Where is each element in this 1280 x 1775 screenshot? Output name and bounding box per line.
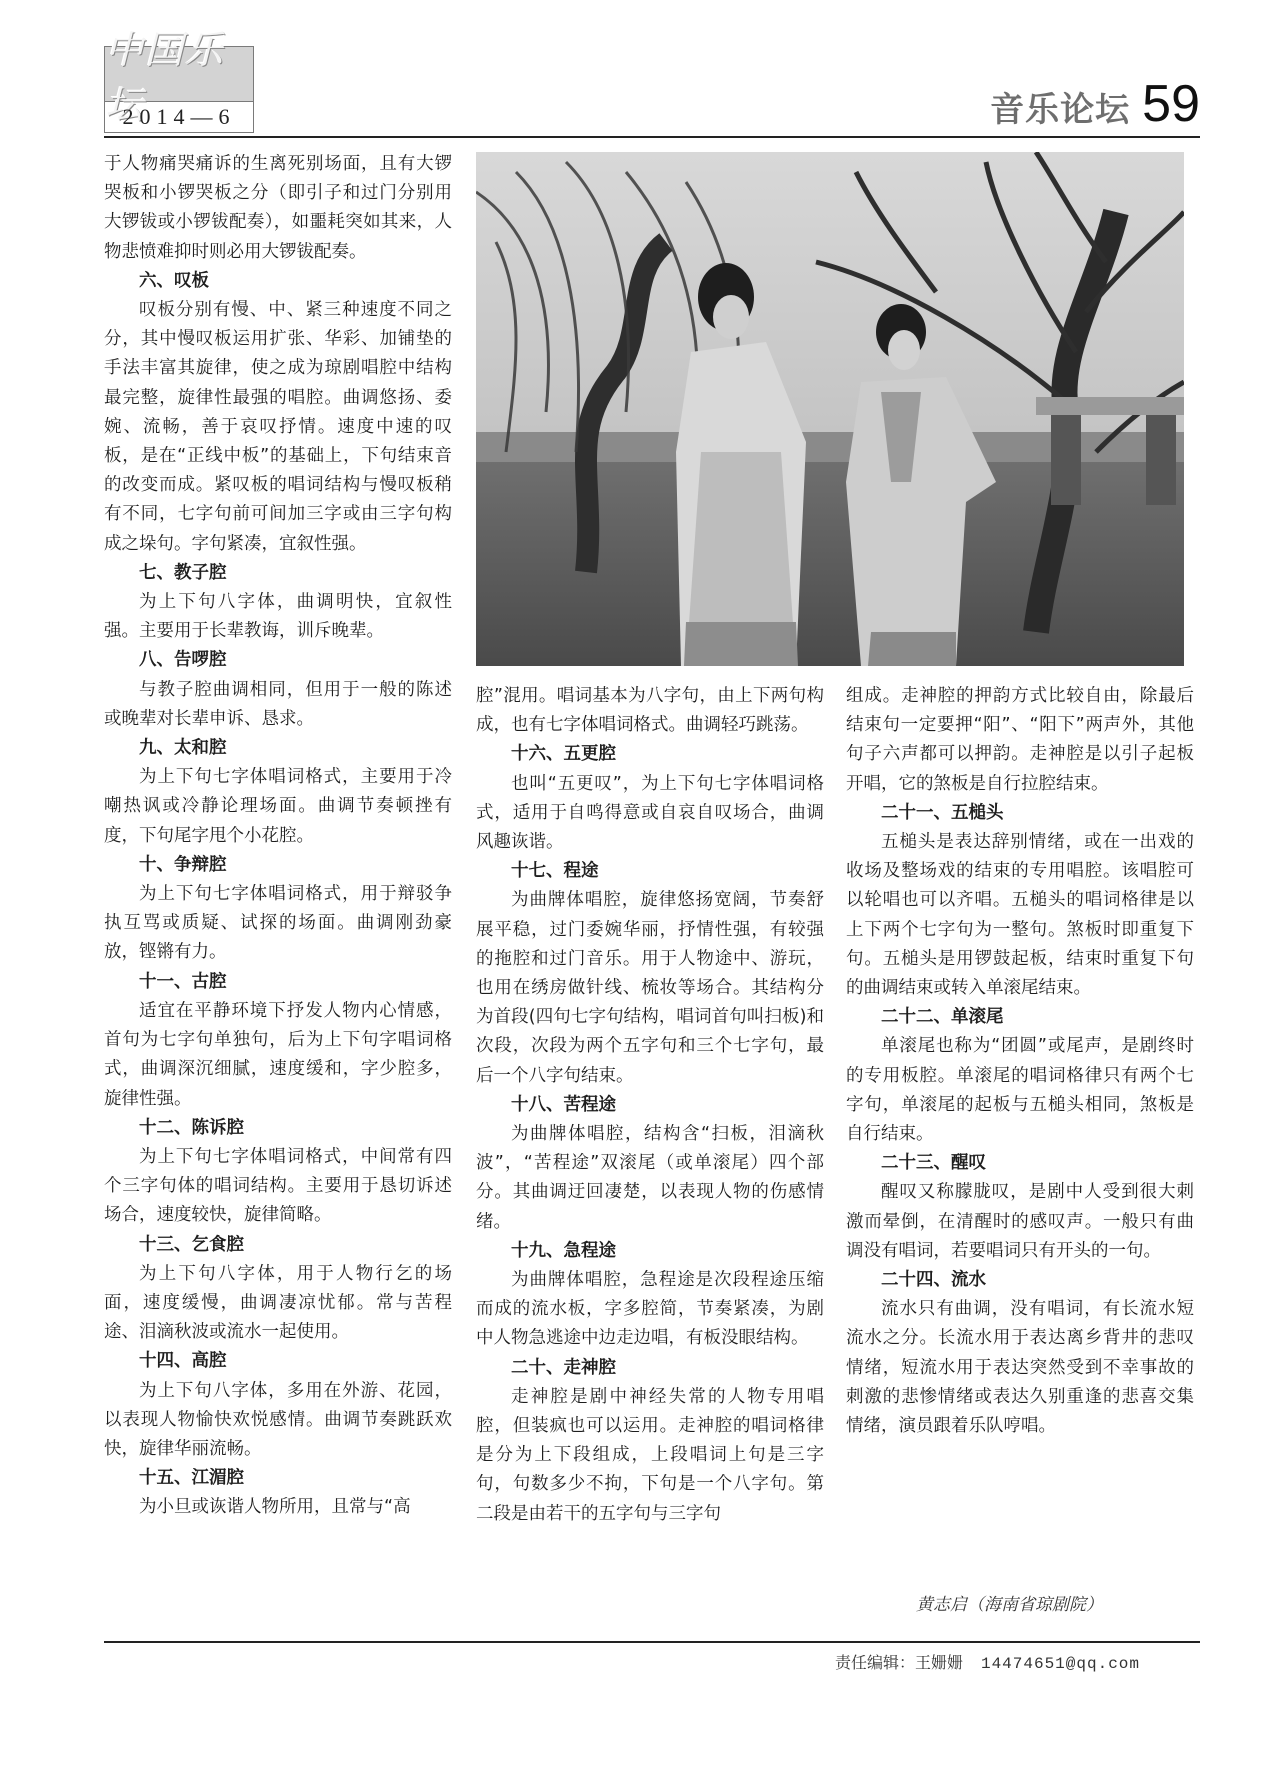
body-paragraph: 五槌头是表达辞别情绪，或在一出戏的收场及整场戏的结束的专用唱腔。该唱腔可以轮唱也可以齐唱。五槌头的唱词格律是以上下两个七字句为一整句。煞板时即重复下句。五槌头是用锣鼓起板，结束时重复下句的曲调结束或转入单滚尾结束。 bbox=[846, 832, 1194, 999]
body-paragraph: 也叫“五更叹”，为上下句七字体唱词格式，适用于自鸣得意或自哀自叹场合，曲调风趣诙谐。 bbox=[476, 773, 824, 853]
editor-credit: 责任编辑：王姗姗 bbox=[834, 1655, 963, 1672]
header-divider bbox=[104, 136, 1200, 138]
section-heading: 二十四、流水 bbox=[881, 1270, 986, 1291]
magazine-logo: 中国乐坛 bbox=[105, 47, 253, 102]
body-paragraph: 为上下句七字体唱词格式，用于辩驳争执互骂或质疑、试探的场面。曲调刚劲豪放，铿锵有力。 bbox=[104, 884, 452, 963]
body-paragraph: 为曲牌体唱腔，结构含“扫板，泪滴秋波”，“苦程途”双滚尾（或单滚尾）四个部分。其曲调迂回凄楚，以表现人物的伤感情绪。 bbox=[476, 1124, 824, 1232]
body-paragraph: 适宜在平静环境下抒发人物内心情感，首句为七字句单独句，后为上下句字唱词格式，曲调深沉细腻，速度缓和，字少腔多，旋律性强。 bbox=[104, 1000, 452, 1109]
page-number: 59 bbox=[1142, 75, 1200, 133]
body-paragraph: 为曲牌体唱腔，旋律悠扬宽阔，节奏舒展平稳，过门委婉华丽，抒情性强，有较强的拖腔和过门音乐。用于人物途中、游玩，也用在绣房做针线、梳妆等场合。其结构分为首段(四句七字句结构，唱词首句叫扫板)和次段，次段为两个五字句和三个七字句，最后一个八字句结束。 bbox=[476, 890, 824, 1086]
photo-illustration bbox=[476, 152, 1184, 666]
page-footer bbox=[835, 1650, 1140, 1673]
magazine-masthead bbox=[104, 28, 254, 133]
section-heading: 十五、江湄腔 bbox=[139, 1468, 244, 1489]
section-title: 音乐论坛 bbox=[990, 90, 1131, 130]
section-heading: 二十二、单滚尾 bbox=[881, 1007, 1004, 1028]
body-paragraph: 走神腔是剧中神经失常的人物专用唱腔，但装疯也可以运用。走神腔的唱词格律是分为上下段组成，上段唱词上句是三字句，句数多少不拘，下句是一个八字句。第二段是由若干的五字句与三字句 bbox=[476, 1386, 824, 1524]
footer-divider bbox=[104, 1641, 1200, 1643]
section-heading: 八、告啰腔 bbox=[139, 650, 227, 671]
section-header bbox=[990, 75, 1200, 133]
section-heading: 十四、高腔 bbox=[139, 1351, 227, 1372]
section-heading: 二十一、五槌头 bbox=[881, 802, 1004, 823]
body-paragraph: 组成。走神腔的押韵方式比较自由，除最后结束句一定要押“阳”、“阳下”两声外，其他句子六声都可以押韵。走神腔是以引子起板开唱，它的煞板是自行拉腔结束。 bbox=[846, 686, 1194, 794]
section-heading: 十六、五更腔 bbox=[511, 744, 616, 765]
section-heading: 十、争辩腔 bbox=[139, 854, 227, 875]
body-paragraph: 为小旦或诙谐人物所用，且常与“高 bbox=[139, 1497, 411, 1518]
stage-photo bbox=[476, 152, 1184, 666]
text-column-1 bbox=[104, 150, 452, 1523]
section-heading: 七、教子腔 bbox=[139, 562, 227, 583]
body-paragraph: 叹板分别有慢、中、紧三种速度不同之分，其中慢叹板运用扩张、华彩、加铺垫的手法丰富其旋律，使之成为琼剧唱腔中结构最完整，旋律性最强的唱腔。曲调悠扬、委婉、流畅，善于哀叹抒情。速度中速的叹板，是在“正线中板”的基础上，下句结束音的改变而成。紧叹板的唱词结构与慢叹板稍有不同，七字句前可间加三字或由三字句构成之垛句。字句紧凑，宜叙性强。 bbox=[104, 300, 452, 554]
section-heading: 二十三、醒叹 bbox=[881, 1153, 986, 1174]
section-heading: 十八、苦程途 bbox=[511, 1094, 616, 1115]
section-heading: 十三、乞食腔 bbox=[139, 1234, 244, 1255]
body-paragraph: 为上下句八字体，曲调明快，宜叙性强。主要用于长辈教诲，训斥晚辈。 bbox=[104, 592, 452, 642]
body-paragraph: 为上下句八字体，用于人物行乞的场面，速度缓慢，曲调凄凉忧郁。常与苦程途、泪滴秋波或流水一起使用。 bbox=[104, 1263, 452, 1343]
issue-number: 2014—6 bbox=[122, 104, 236, 129]
section-heading: 十七、程途 bbox=[511, 861, 599, 882]
body-paragraph: 腔”混用。唱词基本为八字句，由上下两句构成，也有七字体唱词格式。曲调轻巧跳荡。 bbox=[476, 686, 824, 736]
text-column-2 bbox=[476, 682, 824, 1529]
body-paragraph: 为上下句七字体唱词格式，中间常有四个三字句体的唱词结构。主要用于恳切诉述场合，速度较快，旋律简略。 bbox=[104, 1146, 452, 1226]
section-heading: 十二、陈诉腔 bbox=[139, 1117, 244, 1138]
body-paragraph: 流水只有曲调，没有唱词，有长流水短流水之分。长流水用于表达离乡背井的悲叹情绪，短流水用于表达突然受到不幸事故的刺激的悲惨情绪或表达久别重逢的悲喜交集情绪，演员跟着乐队哼唱。 bbox=[846, 1299, 1194, 1437]
body-paragraph: 单滚尾也称为“团圆”或尾声，是剧终时的专用板腔。单滚尾的唱词格律只有两个七字句，单滚尾的起板与五槌头相同，煞板是自行结束。 bbox=[846, 1036, 1194, 1145]
text-column-3 bbox=[846, 682, 1194, 1441]
section-heading: 六、叹板 bbox=[139, 270, 209, 291]
section-heading: 十九、急程途 bbox=[511, 1240, 616, 1261]
body-paragraph: 醒叹又称朦胧叹，是剧中人受到很大刺激而晕倒，在清醒时的感叹声。一般只有曲调没有唱词，若要唱词只有开头的一句。 bbox=[846, 1182, 1194, 1261]
section-heading: 十一、古腔 bbox=[139, 971, 227, 992]
section-heading: 二十、走神腔 bbox=[511, 1357, 616, 1378]
author-byline: 黄志启（海南省琼剧院） bbox=[916, 1595, 1103, 1615]
body-paragraph: 与教子腔曲调相同，但用于一般的陈述或晚辈对长辈申诉、恳求。 bbox=[104, 679, 452, 729]
editor-email: 14474651@qq.com bbox=[980, 1655, 1140, 1673]
body-paragraph: 为上下句七字体唱词格式，主要用于冷嘲热讽或冷静论理场面。曲调节奏顿挫有度，下句尾字甩个小花腔。 bbox=[104, 767, 452, 846]
body-paragraph: 为曲牌体唱腔，急程途是次段程途压缩而成的流水板，字多腔简，节奏紧凑，为剧中人物急逃途中边走边唱，有板没眼结构。 bbox=[476, 1270, 824, 1349]
body-paragraph: 于人物痛哭痛诉的生离死别场面，且有大锣哭板和小锣哭板之分（即引子和过门分别用大锣钹或小锣钹配奏），如噩耗突如其来，人物悲愤难抑时则必用大锣钹配奏。 bbox=[104, 154, 452, 262]
body-paragraph: 为上下句八字体，多用在外游、花园，以表现人物愉快欢悦感情。曲调节奏跳跃欢快，旋律华丽流畅。 bbox=[104, 1380, 452, 1459]
section-heading: 九、太和腔 bbox=[139, 738, 227, 759]
